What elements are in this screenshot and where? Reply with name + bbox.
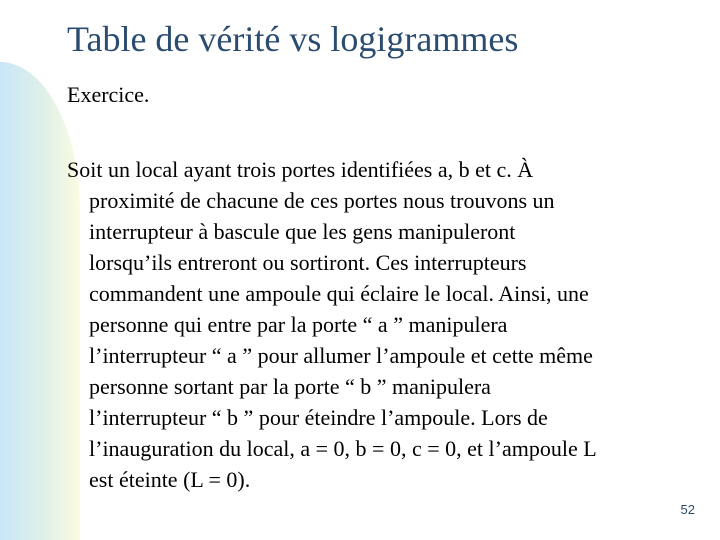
body-line: proximité de chacune de ces portes nous trouvons un xyxy=(89,188,555,213)
body-line: personne qui entre par la porte “ a ” manipulera xyxy=(89,312,508,337)
body-line: personne sortant par la porte “ b ” manipulera xyxy=(89,374,491,399)
body-line: commandent une ampoule qui éclaire le local. Ainsi, une xyxy=(89,281,589,306)
exercise-text xyxy=(67,154,707,495)
body-line: lorsqu’ils entreront ou sortiront. Ces interrupteurs xyxy=(89,250,527,275)
body-line: est éteinte (L = 0). xyxy=(89,467,251,492)
page-number: 52 xyxy=(680,502,695,517)
body-line: interrupteur à bascule que les gens manipuleront xyxy=(89,219,516,244)
body-line: l’inauguration du local, a = 0, b = 0, c = 0, et l’ampoule L xyxy=(89,436,597,461)
body-line: l’interrupteur “ a ” pour allumer l’ampoule et cette même xyxy=(89,343,593,368)
slide-title: Table de vérité vs logigrammes xyxy=(67,19,519,59)
body-line: l’interrupteur “ b ” pour éteindre l’ampoule. Lors de xyxy=(89,405,548,430)
body-line: Soit un local ayant trois portes identifiées a, b et c. À xyxy=(67,157,534,182)
exercise-label: Exercice. xyxy=(67,82,150,107)
